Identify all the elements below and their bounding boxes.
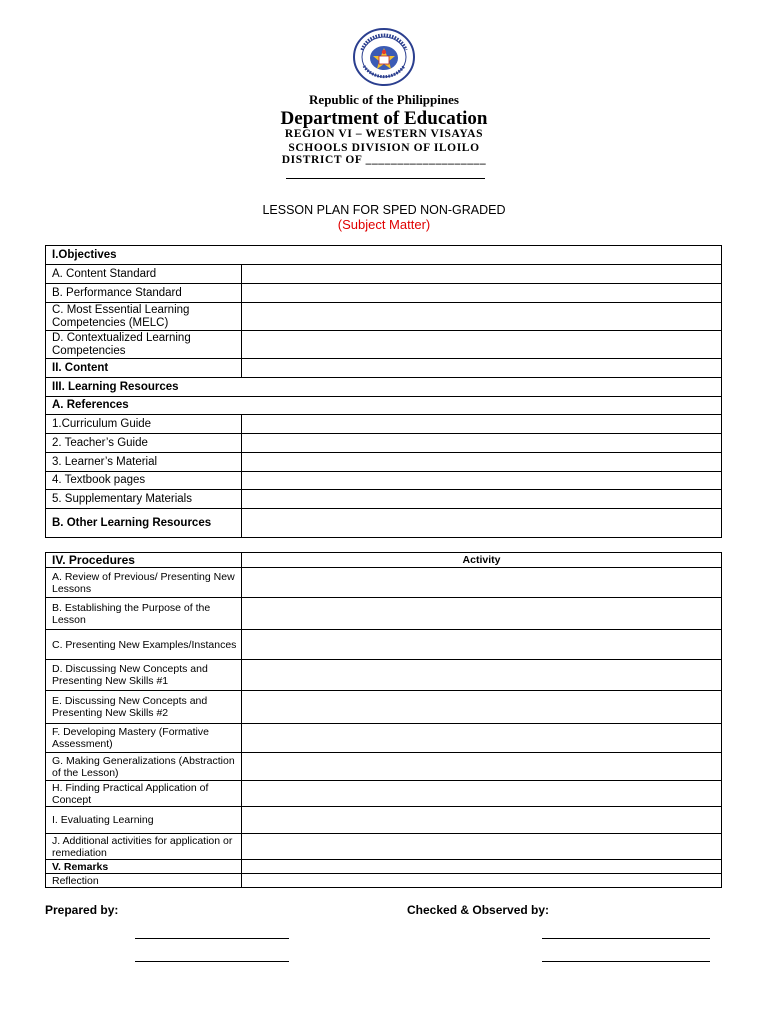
row-label: A. Review of Previous/ Presenting New Lessons: [46, 568, 242, 598]
teachers-guide-cell[interactable]: [242, 434, 722, 453]
remarks-cell[interactable]: [242, 860, 722, 874]
row-label: 4. Textbook pages: [46, 472, 242, 490]
examples-cell[interactable]: [242, 630, 722, 660]
procedures-table: [45, 552, 722, 888]
mastery-cell[interactable]: [242, 724, 722, 753]
row-label: C. Presenting New Examples/Instances: [46, 630, 242, 660]
reflection-cell[interactable]: [242, 874, 722, 888]
republic-label: Republic of the Philippines: [309, 92, 459, 107]
table-row: [46, 598, 722, 630]
table-row: [46, 434, 722, 453]
row-label: 2. Teacher’s Guide: [46, 434, 242, 453]
row-label: 5. Supplementary Materials: [46, 490, 242, 509]
review-cell[interactable]: [242, 568, 722, 598]
content-cell[interactable]: [242, 359, 722, 378]
table-row: [46, 807, 722, 834]
row-label: J. Additional activities for application or remediation: [46, 834, 242, 860]
objectives-heading: I.Objectives: [46, 246, 722, 265]
table-row: [46, 453, 722, 472]
lesson-plan-subtitle: (Subject Matter): [337, 217, 431, 232]
row-label: C. Most Essential Learning Competencies (MELC): [46, 303, 242, 331]
other-resources-cell[interactable]: [242, 509, 722, 538]
row-label: F. Developing Mastery (Formative Assessment): [46, 724, 242, 753]
references-heading: A. References: [46, 397, 722, 415]
discuss1-cell[interactable]: [242, 660, 722, 691]
table-row: [46, 265, 722, 284]
table-row: [46, 472, 722, 490]
content-standard-cell[interactable]: [242, 265, 722, 284]
objectives-table: [45, 245, 722, 538]
learners-material-cell[interactable]: [242, 453, 722, 472]
row-label: A. Content Standard: [46, 265, 242, 284]
practical-cell[interactable]: [242, 781, 722, 807]
table-row: [46, 303, 722, 331]
table-row: [46, 490, 722, 509]
generalizations-cell[interactable]: [242, 753, 722, 781]
performance-standard-cell[interactable]: [242, 284, 722, 303]
table-row: [46, 860, 722, 874]
row-label: 1.Curriculum Guide: [46, 415, 242, 434]
supplementary-cell[interactable]: [242, 490, 722, 509]
checked-by-label: Checked & Observed by:: [407, 903, 550, 917]
table-row: [46, 553, 722, 568]
row-label: G. Making Generalizations (Abstraction of the Lesson): [46, 753, 242, 781]
row-label: B. Establishing the Purpose of the Lesson: [46, 598, 242, 630]
textbook-pages-cell[interactable]: [242, 472, 722, 490]
melc-cell[interactable]: [242, 303, 722, 331]
table-row: [46, 874, 722, 888]
row-label: D. Contextualized Learning Competencies: [46, 331, 242, 359]
additional-cell[interactable]: [242, 834, 722, 860]
table-row: [46, 359, 722, 378]
activity-heading: Activity: [242, 553, 722, 568]
row-label: I. Evaluating Learning: [46, 807, 242, 834]
observer-signature-line[interactable]: [542, 938, 710, 939]
evaluating-cell[interactable]: [242, 807, 722, 834]
district-label: DISTRICT OF ___________________: [281, 154, 487, 166]
row-label: H. Finding Practical Application of Concept: [46, 781, 242, 807]
row-label: 3. Learner’s Material: [46, 453, 242, 472]
table-row: [46, 781, 722, 807]
blank-underline: [286, 178, 485, 179]
contextualized-cell[interactable]: [242, 331, 722, 359]
region-label: REGION VI – WESTERN VISAYAS: [284, 128, 484, 140]
procedures-heading: IV. Procedures: [46, 553, 242, 568]
preparer-signature-line[interactable]: [135, 938, 289, 939]
discuss2-cell[interactable]: [242, 691, 722, 724]
row-label: D. Discussing New Concepts and Presenting New Skills #1: [46, 660, 242, 691]
department-title: Department of Education: [280, 108, 488, 129]
table-row: [46, 509, 722, 538]
table-row: [46, 284, 722, 303]
preparer-name-line[interactable]: [135, 961, 289, 962]
table-row: [46, 630, 722, 660]
row-label: E. Discussing New Concepts and Presenting New Skills #2: [46, 691, 242, 724]
table-row: [46, 691, 722, 724]
table-row: [46, 378, 722, 397]
division-label: SCHOOLS DIVISION OF ILOILO: [288, 142, 480, 154]
row-label: B. Other Learning Resources: [46, 509, 242, 538]
row-label: II. Content: [46, 359, 242, 378]
observer-name-line[interactable]: [542, 961, 710, 962]
table-row: [46, 660, 722, 691]
table-row: [46, 397, 722, 415]
deped-seal-icon: [345, 28, 423, 86]
table-row: [46, 246, 722, 265]
row-label: B. Performance Standard: [46, 284, 242, 303]
learning-resources-heading: III. Learning Resources: [46, 378, 722, 397]
table-row: [46, 834, 722, 860]
prepared-by-label: Prepared by:: [45, 903, 119, 917]
lesson-plan-title: LESSON PLAN FOR SPED NON-GRADED: [262, 203, 506, 217]
row-label: Reflection: [46, 874, 242, 888]
purpose-cell[interactable]: [242, 598, 722, 630]
table-row: [46, 724, 722, 753]
table-row: [46, 331, 722, 359]
table-row: [46, 415, 722, 434]
curriculum-guide-cell[interactable]: [242, 415, 722, 434]
table-row: [46, 568, 722, 598]
table-row: [46, 753, 722, 781]
row-label: V. Remarks: [46, 860, 242, 874]
